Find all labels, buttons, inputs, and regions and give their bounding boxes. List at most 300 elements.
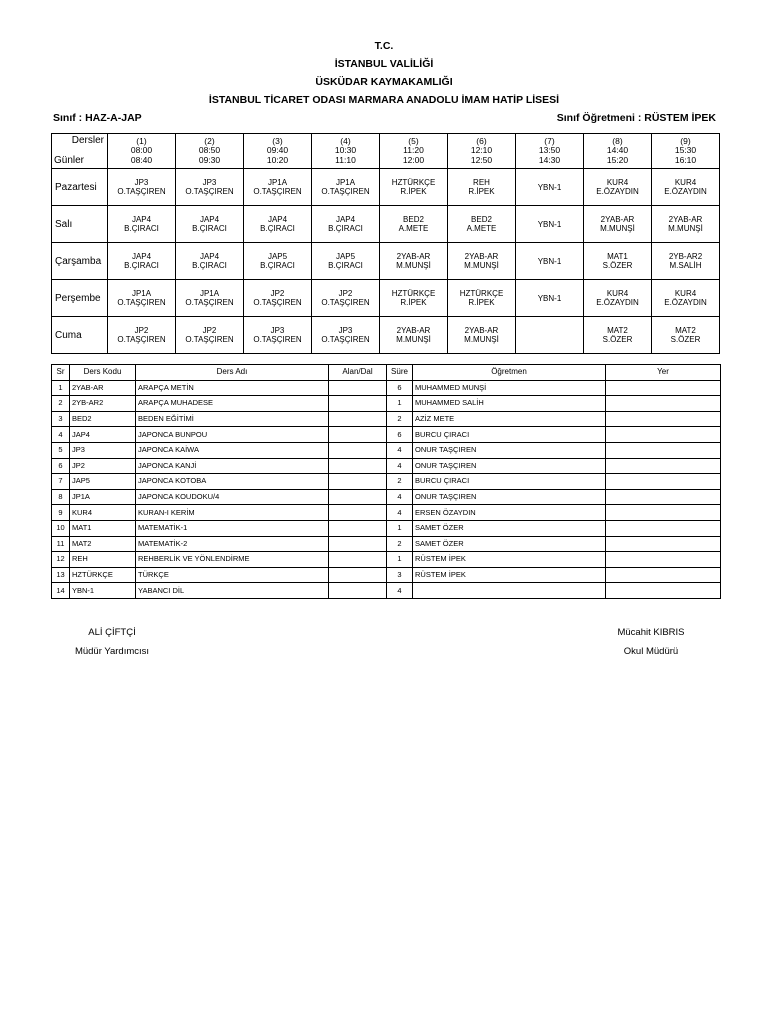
lesson-cell	[584, 169, 652, 206]
lesson-code: MAT2	[675, 326, 696, 335]
period-no: (8)	[612, 135, 623, 146]
lesson-cell	[380, 280, 448, 317]
table-cell: JAPONCA KOUDOKU/4	[136, 489, 329, 505]
lesson-teacher: E.ÖZAYDIN	[596, 187, 639, 196]
schedule-row-3	[52, 280, 720, 317]
signature-left-title: Müdür Yardımcısı	[74, 646, 150, 657]
lesson-code: JP3	[338, 326, 353, 335]
table-cell: TÜRKÇE	[136, 567, 329, 583]
table-cell: JAP4	[70, 427, 136, 443]
table-cell: 7	[52, 474, 70, 490]
table-row	[52, 536, 721, 552]
table-row	[52, 505, 721, 521]
table-cell	[606, 442, 721, 458]
table-cell: JAPONCA KOTOBA	[136, 474, 329, 490]
period-no: (7)	[544, 135, 555, 146]
table-cell: 13	[52, 567, 70, 583]
lesson-code: 2YAB-AR	[396, 326, 431, 335]
table-cell: 3	[387, 567, 413, 583]
lesson-cell	[448, 206, 516, 243]
table-cell: BED2	[70, 411, 136, 427]
table-cell: 1	[52, 380, 70, 396]
table-cell	[329, 567, 387, 583]
lesson-teacher: O.TAŞÇIREN	[117, 335, 166, 344]
lesson-cell	[652, 243, 720, 280]
lesson-teacher: O.TAŞÇIREN	[253, 187, 302, 196]
lesson-teacher: R.İPEK	[468, 187, 495, 196]
lesson-teacher: E.ÖZAYDIN	[664, 187, 707, 196]
lesson-teacher: O.TAŞÇIREN	[321, 298, 370, 307]
period-end: 10:20	[266, 154, 289, 165]
lesson-code: REH	[473, 178, 490, 187]
table-cell: HZTÜRKÇE	[70, 567, 136, 583]
table-cell: 1	[387, 520, 413, 536]
lesson-teacher: O.TAŞÇIREN	[185, 298, 234, 307]
table-cell: REH	[70, 552, 136, 568]
lesson-teacher: A.METE	[466, 224, 497, 233]
table-cell: 2	[387, 474, 413, 490]
table-cell	[606, 380, 721, 396]
period-no: (4)	[340, 135, 351, 146]
table-cell: ARAPÇA METİN	[136, 380, 329, 396]
lesson-teacher: B.ÇIRACI	[192, 261, 227, 270]
table-cell: KURAN-I KERİM	[136, 505, 329, 521]
table-cell	[329, 458, 387, 474]
lesson-code: YBN-1	[537, 293, 562, 303]
lesson-code: MAT1	[607, 252, 628, 261]
table-cell: 4	[387, 489, 413, 505]
table-row	[52, 427, 721, 443]
schedule-row-1	[52, 206, 720, 243]
table-cell: 9	[52, 505, 70, 521]
table-cell	[329, 505, 387, 521]
period-no: (3)	[272, 135, 283, 146]
lesson-teacher: O.TAŞÇIREN	[253, 335, 302, 344]
lesson-teacher: B.ÇIRACI	[328, 224, 363, 233]
period-header-3	[244, 134, 312, 169]
lesson-cell	[108, 206, 176, 243]
table-cell: 4	[387, 442, 413, 458]
table-row	[52, 442, 721, 458]
lesson-cell	[516, 317, 584, 354]
period-end: 11:10	[335, 154, 356, 165]
period-end: 08:40	[130, 154, 153, 165]
lesson-code: JAP4	[335, 215, 356, 224]
lesson-teacher: O.TAŞÇIREN	[321, 187, 370, 196]
lesson-cell	[312, 206, 380, 243]
lesson-teacher: R.İPEK	[400, 187, 427, 196]
lesson-code: HZTÜRKÇE	[391, 289, 436, 298]
table-cell: 6	[52, 458, 70, 474]
lesson-cell	[108, 280, 176, 317]
table-cell: 2	[387, 411, 413, 427]
period-end: 12:00	[402, 154, 425, 165]
column-header: Alan/Dal	[329, 365, 387, 381]
lesson-code: YBN-1	[537, 219, 562, 229]
table-cell	[606, 458, 721, 474]
table-cell: ONUR TAŞÇIREN	[413, 489, 606, 505]
lesson-cell	[516, 169, 584, 206]
signature-right-name: Mücahit KIBRIS	[617, 627, 685, 638]
lesson-code: JP2	[134, 326, 149, 335]
period-end: 09:30	[198, 154, 221, 165]
period-header-4	[312, 134, 380, 169]
lesson-teacher: O.TAŞÇIREN	[117, 187, 166, 196]
table-cell: MUHAMMED SALİH	[413, 396, 606, 412]
period-start: 12:10	[470, 145, 493, 156]
period-no: (9)	[680, 135, 691, 146]
table-cell: 8	[52, 489, 70, 505]
lesson-code: JP2	[338, 289, 353, 298]
table-cell: RÜSTEM İPEK	[413, 567, 606, 583]
table-cell: 1	[387, 552, 413, 568]
table-cell: 4	[387, 458, 413, 474]
lesson-teacher: O.TAŞÇIREN	[185, 335, 234, 344]
course-list-header-row	[52, 365, 721, 381]
table-cell	[329, 396, 387, 412]
lesson-cell	[312, 243, 380, 280]
table-cell: JAPONCA BUNPOU	[136, 427, 329, 443]
lesson-teacher: O.TAŞÇIREN	[321, 335, 370, 344]
table-cell: 1	[387, 396, 413, 412]
table-row	[52, 458, 721, 474]
table-cell: 3	[52, 411, 70, 427]
weekly-schedule-table	[51, 133, 720, 354]
lesson-code: HZTÜRKÇE	[391, 178, 436, 187]
schedule-row-0	[52, 169, 720, 206]
table-cell: JAPONCA KAİWA	[136, 442, 329, 458]
table-row	[52, 474, 721, 490]
table-cell: MUHAMMED MUNŞİ	[413, 380, 606, 396]
lesson-cell	[584, 317, 652, 354]
table-row	[52, 567, 721, 583]
corner-lessons-label: Dersler	[71, 135, 104, 146]
period-end: 15:20	[606, 154, 629, 165]
table-cell	[606, 474, 721, 490]
period-header-5	[380, 134, 448, 169]
lesson-teacher: M.MUNŞİ	[464, 261, 499, 270]
table-cell: KUR4	[70, 505, 136, 521]
lesson-cell	[244, 206, 312, 243]
table-cell: 10	[52, 520, 70, 536]
table-cell: MATEMATİK-1	[136, 520, 329, 536]
signature-left-name: ALİ ÇİFTÇİ	[88, 627, 136, 638]
day-label: Pazartesi	[52, 169, 108, 206]
lesson-code: JP1A	[131, 289, 152, 298]
period-start: 08:50	[198, 145, 221, 156]
lesson-cell	[380, 206, 448, 243]
table-cell: 14	[52, 583, 70, 599]
table-cell	[606, 552, 721, 568]
lesson-teacher: S.ÖZER	[602, 335, 633, 344]
table-cell	[606, 396, 721, 412]
table-cell: 2YAB-AR	[70, 380, 136, 396]
lesson-code: 2YAB-AR	[464, 252, 499, 261]
table-cell: JAPONCA KANJİ	[136, 458, 329, 474]
table-row	[52, 552, 721, 568]
lesson-teacher: O.TAŞÇIREN	[117, 298, 166, 307]
lesson-teacher: M.MUNŞİ	[668, 224, 703, 233]
table-cell	[329, 552, 387, 568]
lesson-code: JP3	[270, 326, 285, 335]
column-header: Yer	[606, 365, 721, 381]
lesson-cell	[584, 243, 652, 280]
lesson-teacher: E.ÖZAYDIN	[596, 298, 639, 307]
lesson-code: 2YB-AR2	[668, 252, 703, 261]
period-header-1	[108, 134, 176, 169]
table-cell	[606, 536, 721, 552]
lesson-teacher: S.ÖZER	[602, 261, 633, 270]
period-end: 12:50	[470, 154, 493, 165]
period-start: 13:50	[538, 145, 561, 156]
table-cell: 2	[52, 396, 70, 412]
table-cell: 2YB-AR2	[70, 396, 136, 412]
lesson-cell	[652, 280, 720, 317]
period-header-9	[652, 134, 720, 169]
table-cell: 4	[387, 583, 413, 599]
lesson-cell	[244, 169, 312, 206]
table-cell: 4	[387, 505, 413, 521]
lesson-teacher: A.METE	[398, 224, 429, 233]
table-cell	[606, 427, 721, 443]
table-cell: ONUR TAŞÇIREN	[413, 458, 606, 474]
table-cell	[329, 536, 387, 552]
period-header-6	[448, 134, 516, 169]
table-cell: 5	[52, 442, 70, 458]
lesson-teacher: M.MUNŞİ	[396, 335, 431, 344]
table-cell	[329, 489, 387, 505]
class-name: Sınıf : HAZ-A-JAP	[53, 112, 142, 124]
lesson-cell	[380, 243, 448, 280]
lesson-teacher: B.ÇIRACI	[124, 261, 159, 270]
table-row	[52, 411, 721, 427]
lesson-code: KUR4	[674, 289, 697, 298]
lesson-cell	[516, 280, 584, 317]
table-cell	[329, 427, 387, 443]
period-end: 16:10	[674, 154, 697, 165]
table-cell: BEDEN EĞİTİMİ	[136, 411, 329, 427]
lesson-teacher: M.SALİH	[669, 261, 702, 270]
table-cell: MAT1	[70, 520, 136, 536]
course-list-table	[51, 364, 721, 599]
period-start: 14:40	[606, 145, 629, 156]
lesson-cell	[584, 206, 652, 243]
lesson-cell	[448, 280, 516, 317]
table-cell: 4	[52, 427, 70, 443]
lesson-teacher: B.ÇIRACI	[260, 261, 295, 270]
table-cell: 6	[387, 427, 413, 443]
lesson-cell	[312, 280, 380, 317]
lesson-code: 2YAB-AR	[464, 326, 499, 335]
signature-right-title: Okul Müdürü	[623, 646, 679, 657]
table-cell: AZİZ METE	[413, 411, 606, 427]
period-no: (1)	[136, 135, 147, 146]
table-cell: JAP5	[70, 474, 136, 490]
lesson-cell	[176, 280, 244, 317]
lesson-teacher: B.ÇIRACI	[192, 224, 227, 233]
lesson-cell	[448, 317, 516, 354]
period-no: (2)	[204, 135, 215, 146]
lesson-code: MAT2	[607, 326, 628, 335]
table-cell	[329, 380, 387, 396]
lesson-cell	[244, 243, 312, 280]
lesson-code: HZTÜRKÇE	[459, 289, 504, 298]
table-row	[52, 583, 721, 599]
lesson-code: JAP4	[199, 215, 220, 224]
table-row	[52, 489, 721, 505]
table-cell	[329, 474, 387, 490]
table-cell: 12	[52, 552, 70, 568]
header-tc: T.C.	[374, 40, 394, 52]
column-header: Öğretmen	[413, 365, 606, 381]
schedule-row-2	[52, 243, 720, 280]
lesson-code: 2YAB-AR	[396, 252, 431, 261]
lesson-code: JP2	[270, 289, 285, 298]
table-cell: BURCU ÇIRACI	[413, 427, 606, 443]
lesson-cell	[652, 206, 720, 243]
table-cell	[413, 583, 606, 599]
lesson-teacher: E.ÖZAYDIN	[664, 298, 707, 307]
lesson-code: JAP5	[267, 252, 288, 261]
lesson-code: KUR4	[606, 178, 629, 187]
lesson-teacher: M.MUNŞİ	[396, 261, 431, 270]
lesson-code: JAP4	[199, 252, 220, 261]
table-cell	[606, 489, 721, 505]
lesson-code: BED2	[471, 215, 492, 224]
class-teacher: Sınıf Öğretmeni : RÜSTEM İPEK	[556, 112, 716, 124]
lesson-cell	[380, 169, 448, 206]
table-cell: JP1A	[70, 489, 136, 505]
table-cell: JP2	[70, 458, 136, 474]
lesson-cell	[448, 169, 516, 206]
table-cell: MATEMATİK-2	[136, 536, 329, 552]
lesson-cell	[312, 169, 380, 206]
lesson-teacher: M.MUNŞİ	[600, 224, 635, 233]
period-no: (6)	[476, 135, 487, 146]
header-kaymakamlik: ÜSKÜDAR KAYMAKAMLIĞI	[315, 76, 453, 88]
table-cell: 6	[387, 380, 413, 396]
table-cell: SAMET ÖZER	[413, 520, 606, 536]
period-header-7	[516, 134, 584, 169]
period-start: 11:20	[403, 145, 424, 156]
period-no: (5)	[408, 135, 419, 146]
lesson-cell	[448, 243, 516, 280]
lesson-cell	[516, 206, 584, 243]
lesson-teacher: O.TAŞÇIREN	[253, 298, 302, 307]
lesson-code: JP1A	[267, 178, 288, 187]
table-cell	[329, 520, 387, 536]
day-label: Cuma	[52, 317, 108, 354]
table-row	[52, 520, 721, 536]
day-label: Çarşamba	[52, 243, 108, 280]
lesson-code: YBN-1	[537, 256, 562, 266]
table-cell	[329, 583, 387, 599]
table-cell	[606, 520, 721, 536]
lesson-cell	[584, 280, 652, 317]
period-header-8	[584, 134, 652, 169]
table-cell: 11	[52, 536, 70, 552]
lesson-code: KUR4	[606, 289, 629, 298]
lesson-cell	[176, 206, 244, 243]
lesson-cell	[176, 317, 244, 354]
lesson-cell	[652, 169, 720, 206]
lesson-code: JP3	[202, 178, 217, 187]
period-end: 14:30	[538, 154, 561, 165]
lesson-cell	[176, 243, 244, 280]
lesson-cell	[312, 317, 380, 354]
lesson-code: JP1A	[335, 178, 356, 187]
table-cell: 2	[387, 536, 413, 552]
table-cell: SAMET ÖZER	[413, 536, 606, 552]
period-start: 10:30	[334, 145, 357, 156]
period-start: 09:40	[266, 145, 289, 156]
lesson-teacher: S.ÖZER	[670, 335, 701, 344]
lesson-code: 2YAB-AR	[600, 215, 635, 224]
lesson-code: JAP4	[131, 215, 152, 224]
lesson-cell	[652, 317, 720, 354]
day-label: Perşembe	[52, 280, 108, 317]
lesson-cell	[244, 280, 312, 317]
lesson-code: JP2	[202, 326, 217, 335]
lesson-cell	[108, 169, 176, 206]
table-cell	[606, 411, 721, 427]
header-valilik: İSTANBUL VALİLİĞİ	[334, 58, 434, 70]
table-row	[52, 380, 721, 396]
lesson-code: JAP4	[267, 215, 288, 224]
table-cell	[606, 567, 721, 583]
lesson-cell	[108, 243, 176, 280]
table-cell: BURCU ÇIRACI	[413, 474, 606, 490]
period-start: 15:30	[674, 145, 697, 156]
lesson-code: JAP5	[335, 252, 356, 261]
column-header: Süre	[387, 365, 413, 381]
lesson-cell	[516, 243, 584, 280]
schedule-header-row	[52, 134, 720, 169]
lesson-cell	[176, 169, 244, 206]
lesson-code: BED2	[403, 215, 424, 224]
table-cell: ONUR TAŞÇIREN	[413, 442, 606, 458]
lesson-cell	[380, 317, 448, 354]
lesson-teacher: B.ÇIRACI	[260, 224, 295, 233]
lesson-code: YBN-1	[537, 182, 562, 192]
column-header: Sr	[52, 365, 70, 381]
table-cell: REHBERLİK VE YÖNLENDİRME	[136, 552, 329, 568]
column-header: Ders Kodu	[70, 365, 136, 381]
lesson-teacher: M.MUNŞİ	[464, 335, 499, 344]
table-cell: YABANCI DİL	[136, 583, 329, 599]
table-cell	[329, 442, 387, 458]
corner-days-label: Günler	[54, 155, 85, 166]
lesson-cell	[108, 317, 176, 354]
lesson-code: JP1A	[199, 289, 220, 298]
table-cell	[606, 505, 721, 521]
table-cell: RÜSTEM İPEK	[413, 552, 606, 568]
column-header: Ders Adı	[136, 365, 329, 381]
lesson-code: 2YAB-AR	[668, 215, 703, 224]
lesson-cell	[244, 317, 312, 354]
table-cell	[329, 411, 387, 427]
table-cell	[606, 583, 721, 599]
lesson-teacher: O.TAŞÇIREN	[185, 187, 234, 196]
lesson-code: JP3	[134, 178, 149, 187]
header-school-name: İSTANBUL TİCARET ODASI MARMARA ANADOLU İMAM HATİP LİSESİ	[208, 94, 560, 106]
table-cell: ERSEN ÖZAYDIN	[413, 505, 606, 521]
period-start: 08:00	[130, 145, 153, 156]
table-cell: JP3	[70, 442, 136, 458]
lesson-teacher: R.İPEK	[468, 298, 495, 307]
day-label: Salı	[52, 206, 108, 243]
table-cell: MAT2	[70, 536, 136, 552]
